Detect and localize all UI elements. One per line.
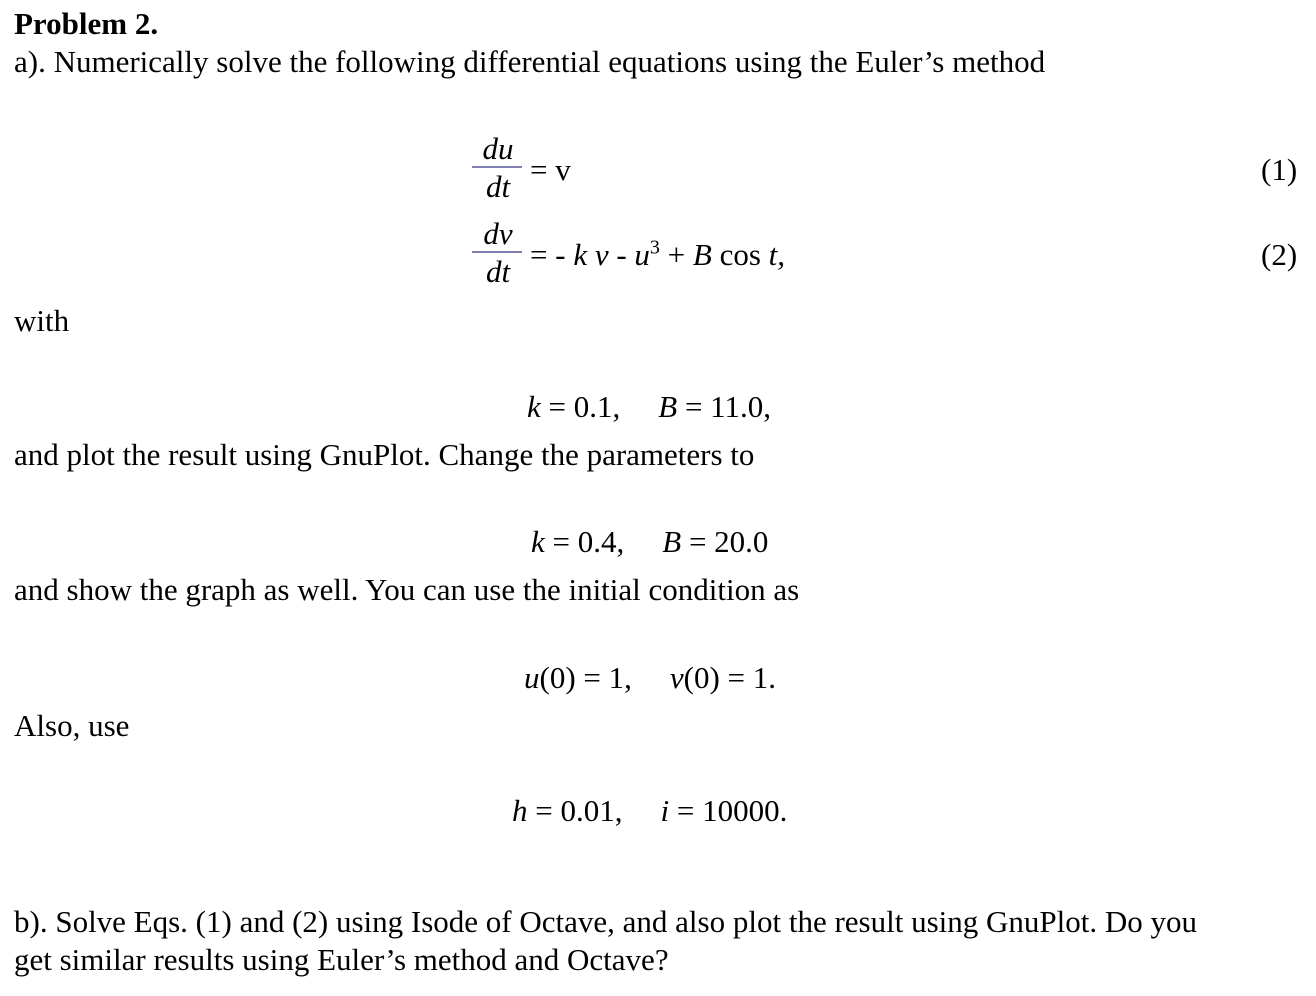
eq2-minus: - [608,237,635,272]
initial-u: u [524,660,540,695]
params1-B: B [658,389,678,424]
eq2-numerator: dv [483,216,513,251]
eq1-rhs [530,152,571,188]
initial-v: v [669,660,684,695]
eq1-fraction-bar [472,166,522,168]
step-h-val: = 0.01, [527,793,623,828]
part-b-line-2: get similar results using Euler’s method and Octave? [14,942,669,977]
step-parameters [512,793,787,829]
eq1-label: (1) [1261,152,1298,187]
step-i: i [660,793,670,828]
eq2-B: B [692,237,712,272]
eq2-plus: + [659,237,693,272]
params1-k: k [527,389,541,424]
params2-k-val: = 0.4, [544,524,625,559]
step-i-val: = 10000. [669,793,788,828]
eq2-rhs [530,237,785,273]
initial-conditions [524,660,776,696]
initial-v-val: (0) = 1. [683,660,777,695]
eq2-space [587,237,595,272]
params1-k-val: = 0.1, [540,389,621,424]
eq1-rhs-text: = v [530,152,571,187]
eq2-u: u [634,237,650,272]
step-h: h [512,793,528,828]
eq2-k: k [573,237,588,272]
params2-B-val: = 20.0 [681,524,769,559]
params1-B-val: = 11.0, [677,389,772,424]
part-b-line-1: b). Solve Eqs. (1) and (2) using Isode of Octave, and also plot the result using GnuPlot. Do you [14,904,1197,939]
problem-title: Problem 2. [14,6,159,41]
params-set-1 [527,389,771,425]
eq2-eq-sign: = - [530,237,574,272]
with-text: with [14,303,70,338]
eq2-fraction-bar [472,251,522,253]
params-set-2 [531,524,768,560]
eq2-label: (2) [1261,237,1298,272]
eq2-v: v [594,237,609,272]
part-a-intro: a). Numerically solve the following differential equations using the Euler’s method [14,44,1046,79]
eq1-numerator: du [482,131,514,166]
eq1-denominator: dt [485,169,511,204]
eq2-denominator: dt [485,254,511,289]
params2-B: B [662,524,682,559]
eq2-t: t, [768,237,786,272]
plot-instruction: and plot the result using GnuPlot. Change the parameters to [14,437,755,472]
initial-u-val: (0) = 1, [539,660,632,695]
also-use-text: Also, use [14,708,130,743]
eq2-cube: 3 [649,236,660,259]
eq2-cos: cos [711,237,769,272]
initial-condition-intro: and show the graph as well. You can use the initial condition as [14,572,800,607]
params2-k: k [531,524,545,559]
